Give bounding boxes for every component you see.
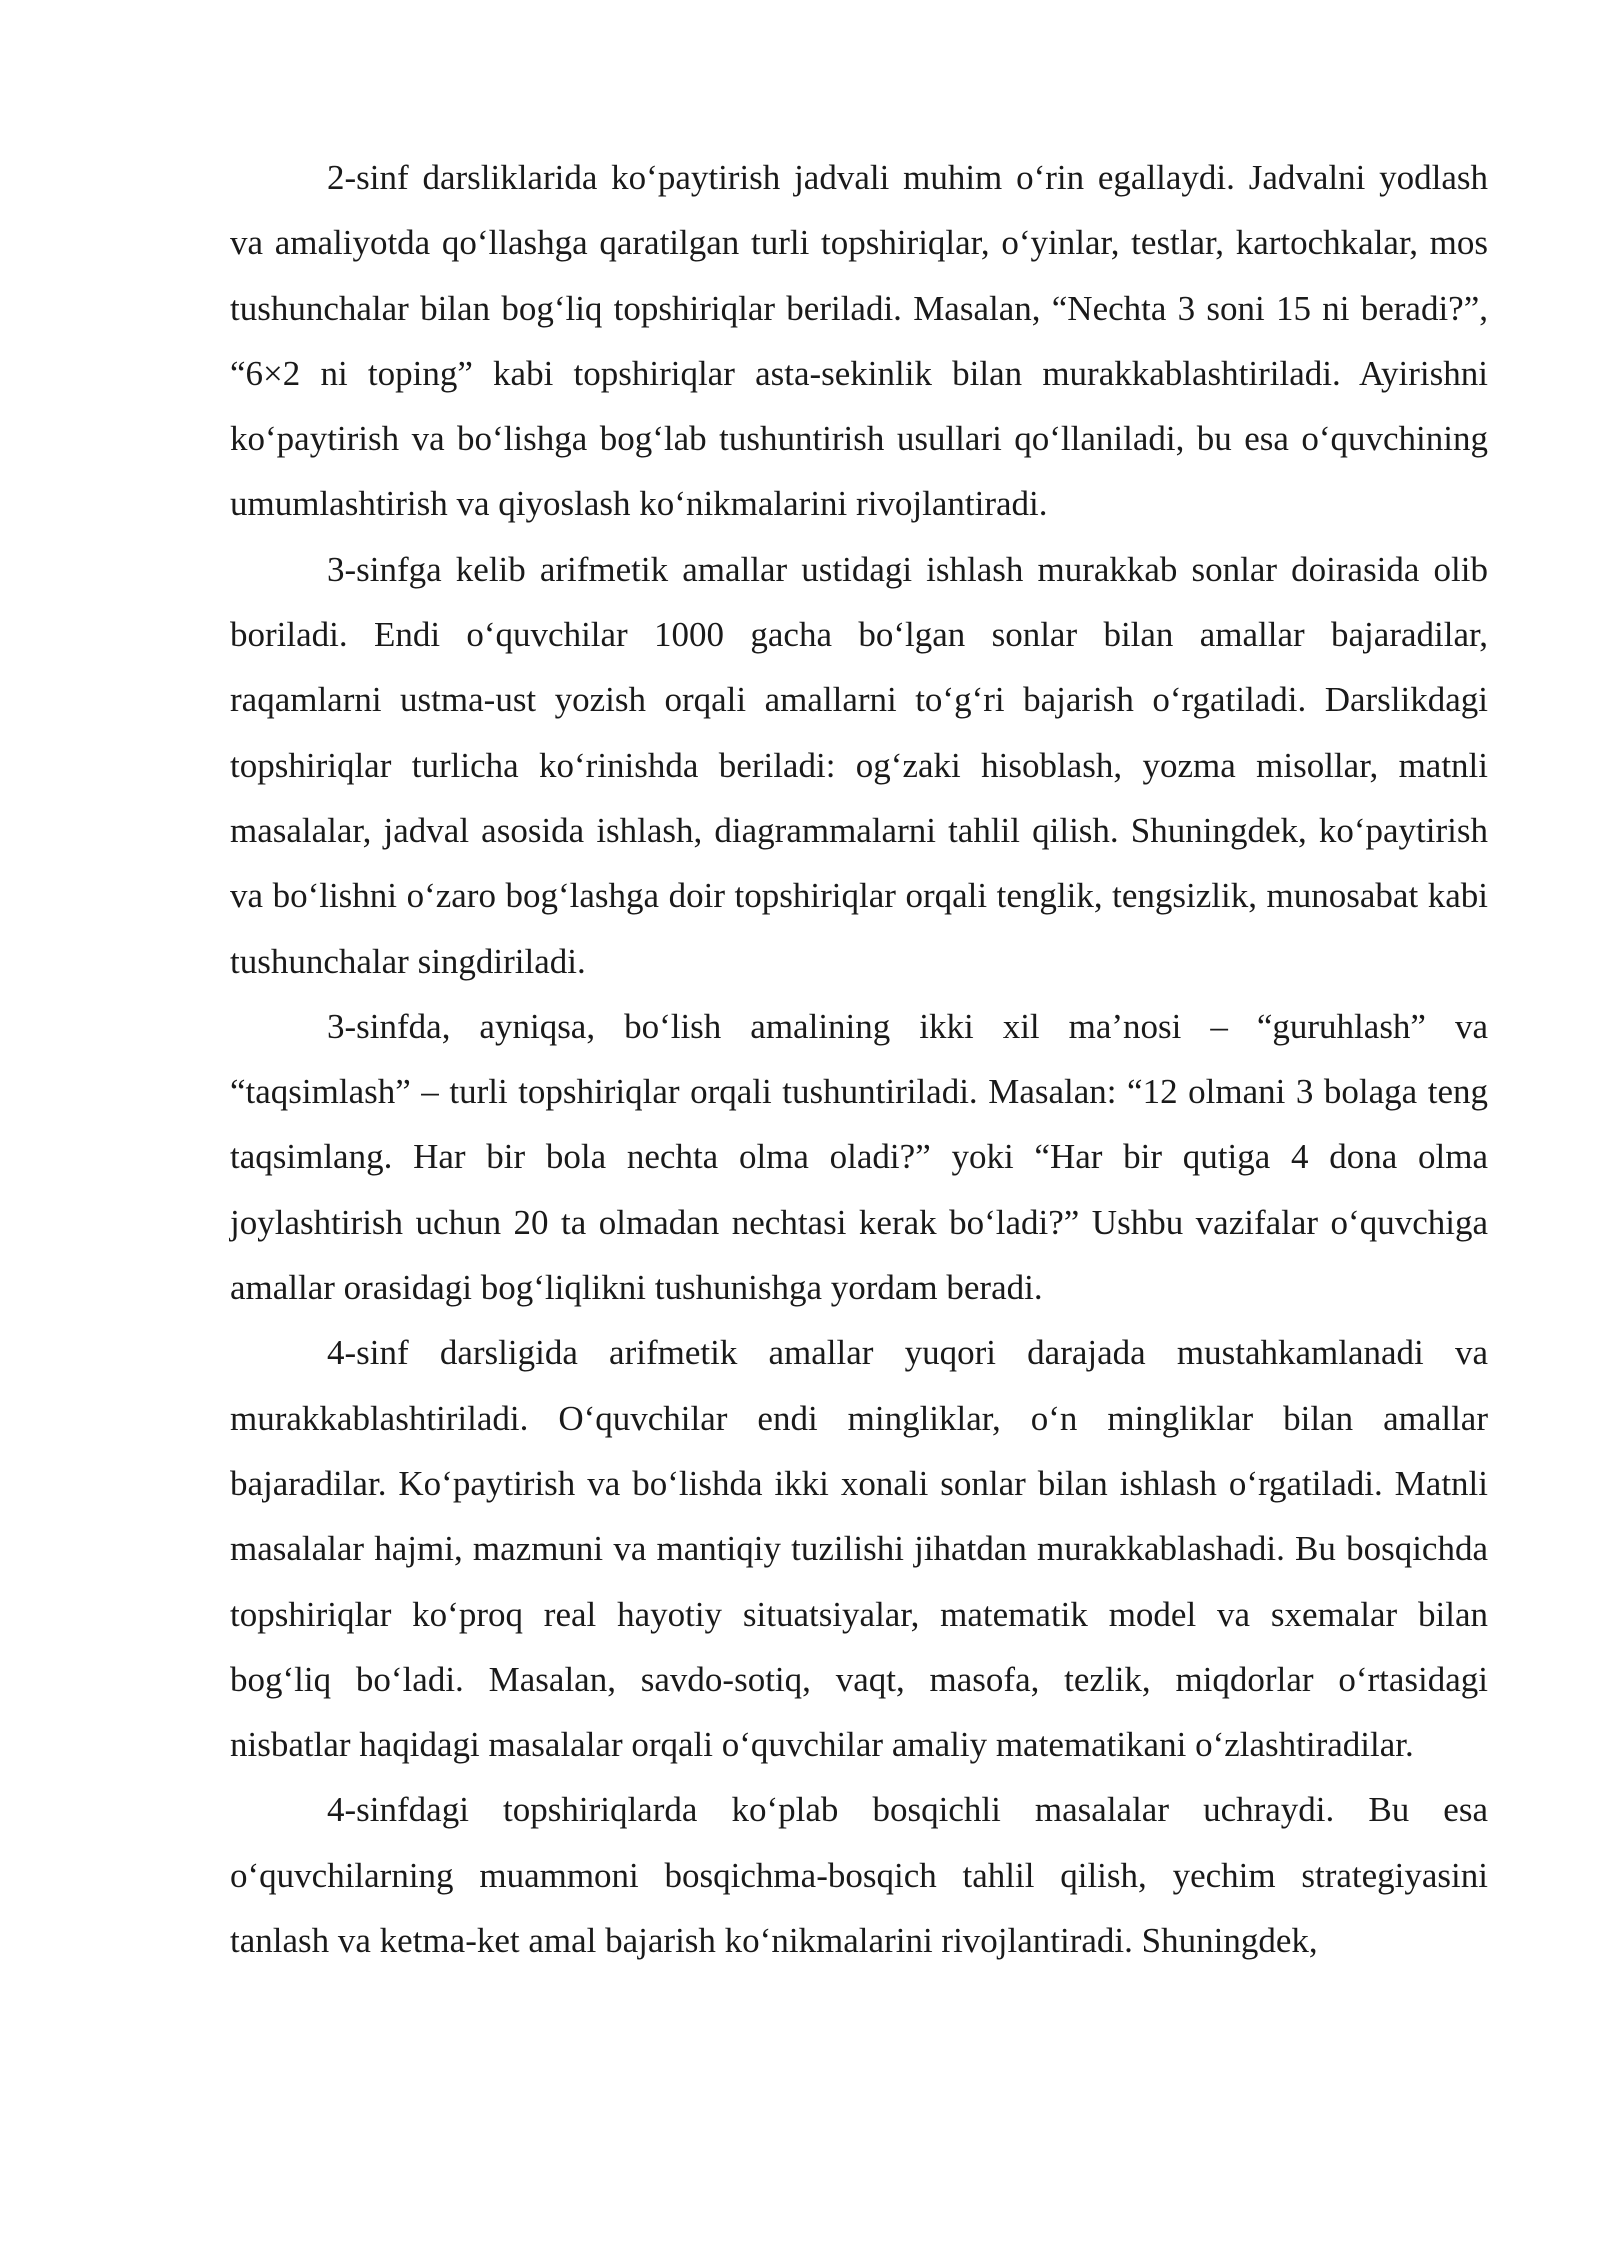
paragraph-1: 2-sinf darsliklarida ko‘paytirish jadvali muhim o‘rin egallaydi. Jadvalni yodlash va amaliyotda qo‘llashga qaratilgan turli topshiriqlar, o‘yinlar, testlar, kartochkalar, mos tushunchalar bilan bog‘liq topshiriqlar beriladi. Masalan, “Nechta 3 soni 15 ni beradi?”, “6×2 ni toping” kabi topshiriqlar asta-sekinlik bilan murakkablashtiriladi. Ayirishni ko‘paytirish va bo‘lishga bog‘lab tushuntirish usullari qo‘llaniladi, bu esa o‘quvchining umumlashtirish va qiyoslash ko‘nikmalarini rivojlantiradi. [230,158,1488,524]
paragraph-2: 3-sinfga kelib arifmetik amallar ustidagi ishlash murakkab sonlar doirasida olib boriladi. Endi o‘quvchilar 1000 gacha bo‘lgan sonlar bilan amallar bajaradilar, raqamlarni ustma-ust yozish orqali amallarni to‘g‘ri bajarish o‘rgatiladi. Darslikdagi topshiriqlar turlicha ko‘rinishda beriladi: og‘zaki hisoblash, yozma misollar, matnli masalalar, jadval asosida ishlash, diagrammalarni tahlil qilish. Shuningdek, ko‘paytirish va bo‘lishni o‘zaro bog‘lashga doir topshiriqlar orqali tenglik, tengsizlik, munosabat kabi tushunchalar singdiriladi. [230,549,1488,981]
paragraph-4: 4-sinf darsligida arifmetik amallar yuqori darajada mustahkamlanadi va murakkablashtiriladi. O‘quvchilar endi mingliklar, o‘n mingliklar bilan amallar bajaradilar. Ko‘paytirish va bo‘lishda ikki xonali sonlar bilan ishlash o‘rgatiladi. Matnli masalalar hajmi, mazmuni va mantiqiy tuzilishi jihatdan murakkablashadi. Bu bosqichda topshiriqlar ko‘proq real hayotiy situatsiyalar, matematik model va sxemalar bilan bog‘liq bo‘ladi. Masalan, savdo-sotiq, vaqt, masofa, tezlik, miqdorlar o‘rtasidagi nisbatlar haqidagi masalalar orqali o‘quvchilar amaliy matematikani o‘zlashtiradilar. [230,1333,1488,1765]
paragraph-5: 4-sinfdagi topshiriqlarda ko‘plab bosqichli masalalar uchraydi. Bu esa o‘quvchilarning muammoni bosqichma-bosqich tahlil qilish, yechim strategiyasini tanlash va ketma-ket amal bajarish ko‘nikmalarini rivojlantiradi. Shuningdek, [230,1790,1488,1961]
paragraph-3: 3-sinfda, ayniqsa, bo‘lish amalining ikki xil ma’nosi – “guruhlash” va “taqsimlash” – turli topshiriqlar orqali tushuntiriladi. Masalan: “12 olmani 3 bolaga teng taqsimlang. Har bir bola nechta olma oladi?” yoki “Har bir qutiga 4 dona olma joylashtirish uchun 20 ta olmadan nechtasi kerak bo‘ladi?” Ushbu vazifalar o‘quvchiga amallar orasidagi bog‘liqlikni tushunishga yordam beradi. [230,1006,1488,1308]
document-body [230,145,1488,1973]
